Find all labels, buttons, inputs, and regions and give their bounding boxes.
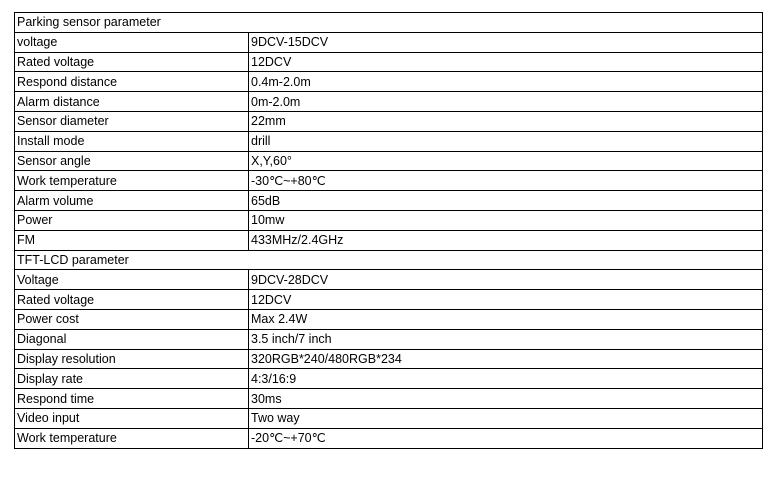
table-row [15, 389, 763, 409]
section-title-tft-lcd: TFT-LCD parameter [15, 250, 763, 270]
table-row [15, 191, 763, 211]
row-value: 9DCV-15DCV [249, 32, 763, 52]
row-label: Power [15, 210, 249, 230]
row-label: Diagonal [15, 329, 249, 349]
row-value: -30℃~+80℃ [249, 171, 763, 191]
row-label: Alarm volume [15, 191, 249, 211]
row-value: 10mw [249, 210, 763, 230]
table-row [15, 230, 763, 250]
table-row [15, 290, 763, 310]
row-label: voltage [15, 32, 249, 52]
table-row [15, 72, 763, 92]
table-row [15, 92, 763, 112]
row-label: Sensor diameter [15, 111, 249, 131]
row-label: Sensor angle [15, 151, 249, 171]
row-label: Work temperature [15, 171, 249, 191]
row-label: Alarm distance [15, 92, 249, 112]
table-row [15, 151, 763, 171]
section-header-row [15, 13, 763, 33]
row-label: Display rate [15, 369, 249, 389]
table-row [15, 369, 763, 389]
row-value: -20℃~+70℃ [249, 428, 763, 448]
row-label: Rated voltage [15, 290, 249, 310]
table-row [15, 408, 763, 428]
row-value: drill [249, 131, 763, 151]
section-title-parking-sensor: Parking sensor parameter [15, 13, 763, 33]
table-row [15, 171, 763, 191]
row-value: 4:3/16:9 [249, 369, 763, 389]
row-label: Display resolution [15, 349, 249, 369]
table-row [15, 210, 763, 230]
row-value: Max 2.4W [249, 309, 763, 329]
table-row [15, 32, 763, 52]
row-label: Voltage [15, 270, 249, 290]
row-value: 12DCV [249, 52, 763, 72]
table-row [15, 131, 763, 151]
row-value: 65dB [249, 191, 763, 211]
row-value: 12DCV [249, 290, 763, 310]
row-value: 433MHz/2.4GHz [249, 230, 763, 250]
row-value: 9DCV-28DCV [249, 270, 763, 290]
row-label: Respond time [15, 389, 249, 409]
row-value: 0m-2.0m [249, 92, 763, 112]
row-value: X,Y,60° [249, 151, 763, 171]
row-value: 320RGB*240/480RGB*234 [249, 349, 763, 369]
spec-table [14, 12, 763, 449]
row-label: Install mode [15, 131, 249, 151]
row-label: Video input [15, 408, 249, 428]
row-label: FM [15, 230, 249, 250]
row-value: 22mm [249, 111, 763, 131]
table-row [15, 111, 763, 131]
row-label: Rated voltage [15, 52, 249, 72]
table-row [15, 52, 763, 72]
table-row [15, 349, 763, 369]
spec-table-body [15, 13, 763, 449]
row-label: Respond distance [15, 72, 249, 92]
table-row [15, 309, 763, 329]
section-header-row [15, 250, 763, 270]
table-row [15, 428, 763, 448]
row-value: 30ms [249, 389, 763, 409]
row-label: Power cost [15, 309, 249, 329]
row-value: Two way [249, 408, 763, 428]
row-label: Work temperature [15, 428, 249, 448]
table-row [15, 329, 763, 349]
row-value: 0.4m-2.0m [249, 72, 763, 92]
table-row [15, 270, 763, 290]
row-value: 3.5 inch/7 inch [249, 329, 763, 349]
